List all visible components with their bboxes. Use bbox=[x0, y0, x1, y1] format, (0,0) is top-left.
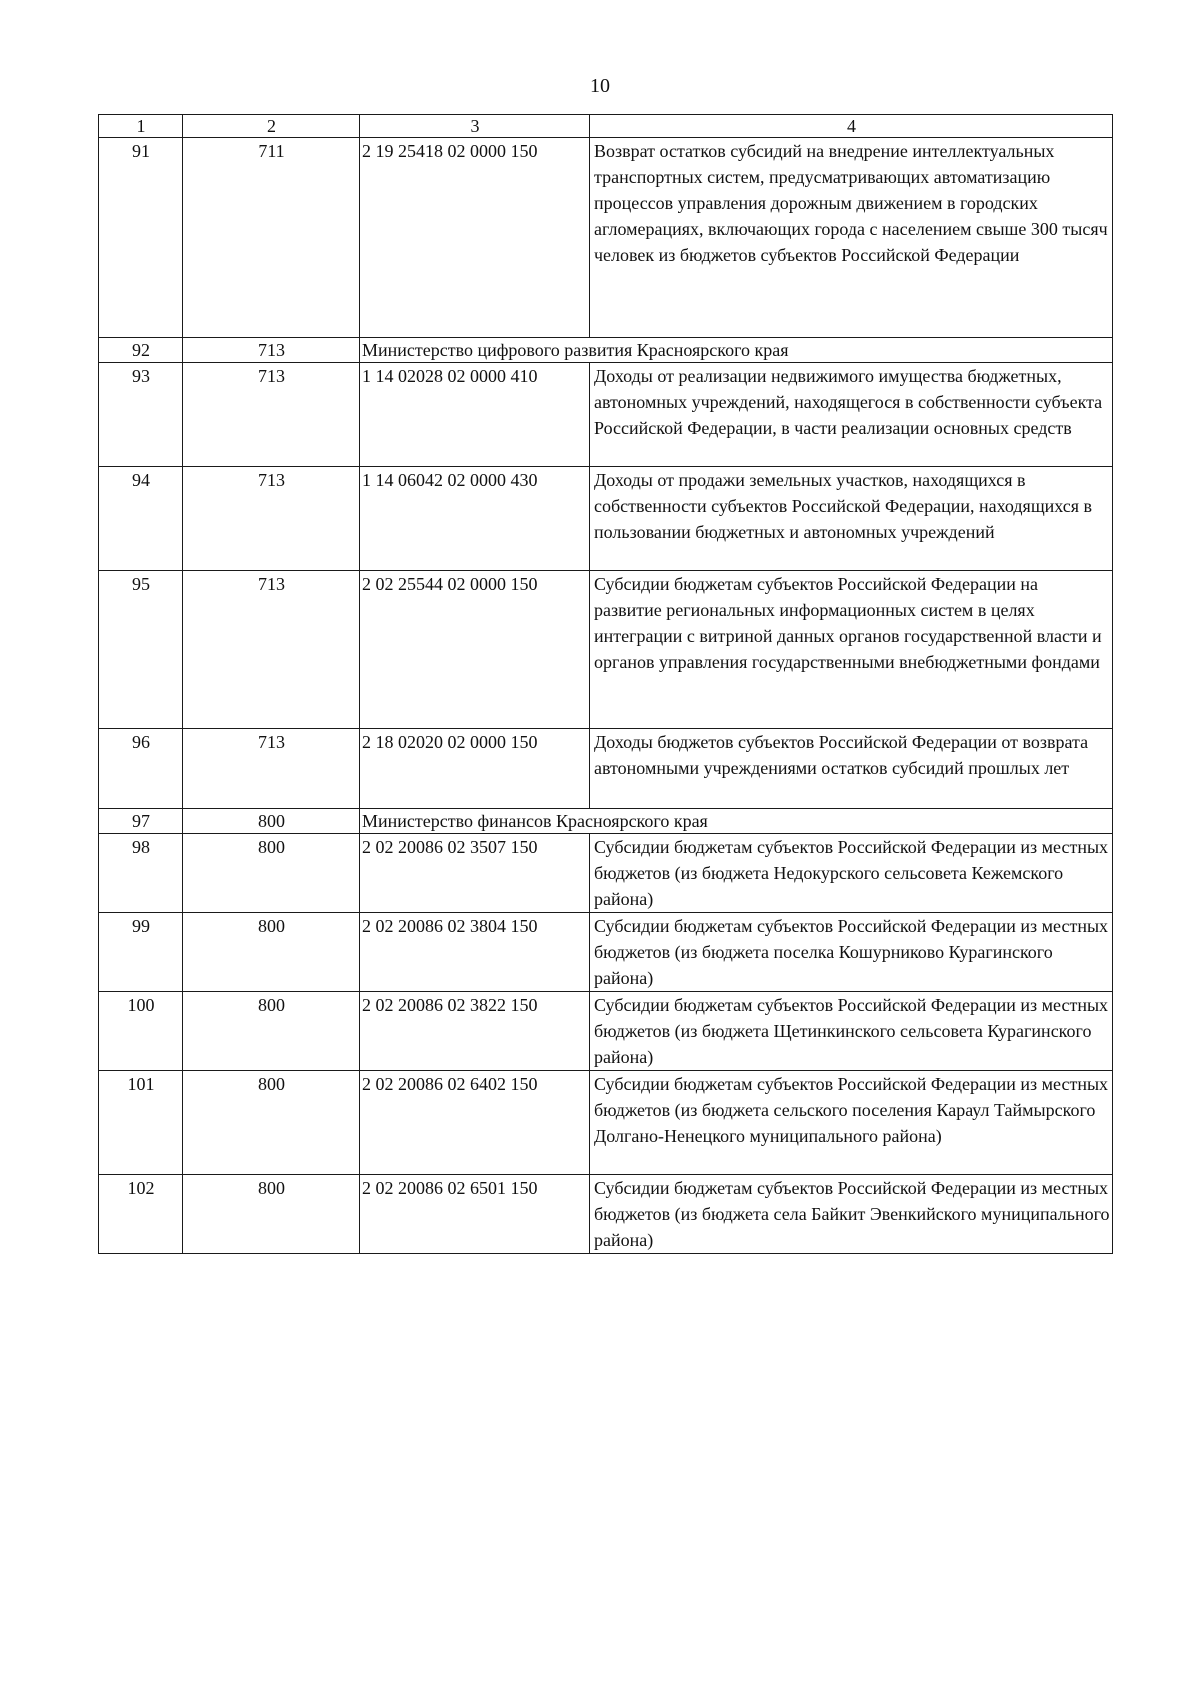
table-row bbox=[99, 913, 1113, 992]
table-row bbox=[99, 1071, 1113, 1175]
table-row bbox=[99, 363, 1113, 467]
row-number: 95 bbox=[99, 571, 183, 729]
organization-name: Министерство цифрового развития Красноярского края bbox=[360, 338, 1113, 363]
admin-code: 713 bbox=[183, 571, 360, 729]
admin-code: 800 bbox=[183, 992, 360, 1071]
admin-code: 800 bbox=[183, 809, 360, 834]
admin-code: 713 bbox=[183, 338, 360, 363]
row-number: 93 bbox=[99, 363, 183, 467]
budget-code: 2 02 20086 02 6402 150 bbox=[360, 1071, 590, 1175]
table-row bbox=[99, 571, 1113, 729]
income-description: Субсидии бюджетам субъектов Российской Федерации из местных бюджетов (из бюджета села Байкит Эвенкийского муниципального района) bbox=[590, 1175, 1113, 1254]
admin-code: 711 bbox=[183, 138, 360, 338]
table-row bbox=[99, 992, 1113, 1071]
admin-code: 800 bbox=[183, 913, 360, 992]
table-row bbox=[99, 729, 1113, 809]
income-description: Субсидии бюджетам субъектов Российской Федерации из местных бюджетов (из бюджета Щетинкинского сельсовета Курагинского района) bbox=[590, 992, 1113, 1071]
table-row bbox=[99, 1175, 1113, 1254]
income-description: Субсидии бюджетам субъектов Российской Федерации из местных бюджетов (из бюджета сельского поселения Караул Таймырского Долгано-Ненецкого муниципального района) bbox=[590, 1071, 1113, 1175]
budget-code: 2 02 20086 02 3804 150 bbox=[360, 913, 590, 992]
column-header-2: 2 bbox=[183, 115, 360, 138]
income-description: Доходы от продажи земельных участков, находящихся в собственности субъектов Российской Федерации, находящихся в пользовании бюджетных и автономных учреждений bbox=[590, 467, 1113, 571]
income-description: Доходы бюджетов субъектов Российской Федерации от возврата автономными учреждениями остатков субсидий прошлых лет bbox=[590, 729, 1113, 809]
column-header-1: 1 bbox=[99, 115, 183, 138]
income-description: Доходы от реализации недвижимого имущества бюджетных, автономных учреждений, находящегося в собственности субъекта Российской Федерации, в части реализации основных средств bbox=[590, 363, 1113, 467]
budget-code: 2 02 20086 02 3507 150 bbox=[360, 834, 590, 913]
row-number: 98 bbox=[99, 834, 183, 913]
income-description: Возврат остатков субсидий на внедрение интеллектуальных транспортных систем, предусматривающих автоматизацию процессов управления дорожным движением в городских агломерациях, включающих города с населением свыше 300 тысяч человек из бюджетов субъектов Российской Федерации bbox=[590, 138, 1113, 338]
row-number: 102 bbox=[99, 1175, 183, 1254]
budget-code: 2 02 25544 02 0000 150 bbox=[360, 571, 590, 729]
admin-code: 800 bbox=[183, 1175, 360, 1254]
budget-code: 2 18 02020 02 0000 150 bbox=[360, 729, 590, 809]
table-row-organization bbox=[99, 809, 1113, 834]
table-row bbox=[99, 834, 1113, 913]
budget-code: 1 14 06042 02 0000 430 bbox=[360, 467, 590, 571]
row-number: 101 bbox=[99, 1071, 183, 1175]
row-number: 99 bbox=[99, 913, 183, 992]
budget-code: 2 02 20086 02 3822 150 bbox=[360, 992, 590, 1071]
admin-code: 713 bbox=[183, 729, 360, 809]
revenue-codes-table bbox=[98, 114, 1113, 1254]
table-row-organization bbox=[99, 338, 1113, 363]
organization-name: Министерство финансов Красноярского края bbox=[360, 809, 1113, 834]
budget-code: 1 14 02028 02 0000 410 bbox=[360, 363, 590, 467]
page-number: 10 bbox=[590, 75, 610, 97]
table-header-row bbox=[99, 115, 1113, 138]
admin-code: 713 bbox=[183, 363, 360, 467]
row-number: 97 bbox=[99, 809, 183, 834]
budget-code: 2 19 25418 02 0000 150 bbox=[360, 138, 590, 338]
column-header-4: 4 bbox=[590, 115, 1113, 138]
admin-code: 800 bbox=[183, 834, 360, 913]
row-number: 91 bbox=[99, 138, 183, 338]
row-number: 92 bbox=[99, 338, 183, 363]
row-number: 96 bbox=[99, 729, 183, 809]
row-number: 100 bbox=[99, 992, 183, 1071]
row-number: 94 bbox=[99, 467, 183, 571]
admin-code: 713 bbox=[183, 467, 360, 571]
column-header-3: 3 bbox=[360, 115, 590, 138]
table-row bbox=[99, 138, 1113, 338]
income-description: Субсидии бюджетам субъектов Российской Федерации на развитие региональных информационных систем в целях интеграции с витриной данных органов государственной власти и органов управления государственными внебюджетными фондами bbox=[590, 571, 1113, 729]
budget-code: 2 02 20086 02 6501 150 bbox=[360, 1175, 590, 1254]
table-row bbox=[99, 467, 1113, 571]
income-description: Субсидии бюджетам субъектов Российской Федерации из местных бюджетов (из бюджета поселка Кошурниково Курагинского района) bbox=[590, 913, 1113, 992]
admin-code: 800 bbox=[183, 1071, 360, 1175]
income-description: Субсидии бюджетам субъектов Российской Федерации из местных бюджетов (из бюджета Недокурского сельсовета Кежемского района) bbox=[590, 834, 1113, 913]
